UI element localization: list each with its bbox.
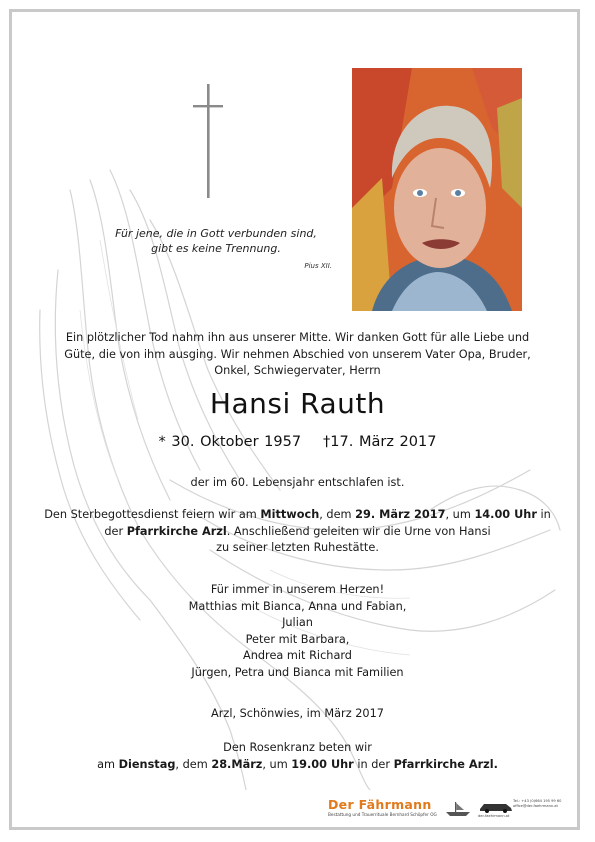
funeral-home-website: der-faehrmann.at xyxy=(478,814,510,818)
birth-date: * 30. Oktober 1957 xyxy=(158,434,302,450)
age-text: der im 60. Lebensjahr entschlafen ist. xyxy=(190,476,405,489)
quote-line-2: gibt es keine Trennung. xyxy=(151,242,281,255)
quote-line-1: Für jene, die in Gott verbunden sind, xyxy=(115,227,317,240)
funeral-line-1: Den Sterbegottesdienst feiern wir am Mittwoch, dem 29. März 2017, um 14.00 Uhr in xyxy=(44,508,551,521)
funeral-date: 29. März 2017 xyxy=(355,508,446,521)
life-dates xyxy=(30,432,565,452)
family-line: Andrea mit Richard xyxy=(243,649,352,662)
funeral-home-subtitle: Bestattung und Trauerrituale Bernhard Schöpfer OG xyxy=(328,812,437,817)
funeral-announcement xyxy=(30,507,565,557)
funeral-line-3: zu seiner letzten Ruhestätte. xyxy=(216,541,379,554)
family-line: Julian xyxy=(282,616,313,629)
funeral-time: 14.00 Uhr xyxy=(474,508,537,521)
family-list xyxy=(30,582,565,681)
rosary-day: Dienstag xyxy=(118,757,176,771)
hearse-icon xyxy=(478,801,514,813)
portrait-photo xyxy=(352,68,522,311)
family-line: Jürgen, Petra und Bianca mit Familien xyxy=(191,665,404,679)
funeral-home-logo: Der Fährmann xyxy=(328,797,432,812)
intro-line-1: Ein plötzlicher Tod nahm ihn aus unserer Mitte. Wir danken Gott für alle Liebe und xyxy=(65,331,530,344)
intro-text xyxy=(30,330,565,380)
rosary-time: 19.00 Uhr xyxy=(291,757,354,771)
ferry-boat-icon xyxy=(444,800,472,818)
rosary-line-1: Den Rosenkranz beten wir xyxy=(223,741,372,754)
funeral-home-contact: Tel.: +43 (0)664 195 99 60 office@der-faehrmann.at xyxy=(513,799,562,808)
intro-line-2: Güte, die von ihm ausging. Wir nehmen Abschied von unserem Vater Opa, Bruder, xyxy=(64,347,531,361)
rosary-date: 28.März xyxy=(211,757,263,771)
place-date: Arzl, Schönwies, im März 2017 xyxy=(211,707,384,720)
family-line: Für immer in unserem Herzen! xyxy=(210,583,385,596)
intro-line-3: Onkel, Schwiegervater, Herrn xyxy=(214,364,381,377)
quote-source: Pius XII. xyxy=(304,262,332,270)
rosary-line-2: am Dienstag, dem 28.März, um 19.00 Uhr in der Pfarrkirche Arzl. xyxy=(97,757,498,771)
deceased-name: Hansi Rauth xyxy=(209,387,386,420)
funeral-church: Pfarrkirche Arzl xyxy=(126,524,227,538)
family-line: Peter mit Barbara, xyxy=(245,632,350,646)
cross-icon xyxy=(189,84,229,198)
funeral-line-2: der Pfarrkirche Arzl. Anschließend geleiten wir die Urne von Hansi xyxy=(104,524,491,538)
rosary-church: Pfarrkirche Arzl. xyxy=(393,757,498,771)
rosary-announcement xyxy=(30,740,565,773)
funeral-day: Mittwoch xyxy=(260,508,320,521)
family-line: Matthias mit Bianca, Anna und Fabian, xyxy=(188,599,407,613)
death-date: †17. März 2017 xyxy=(323,434,437,450)
memorial-quote xyxy=(100,226,332,256)
